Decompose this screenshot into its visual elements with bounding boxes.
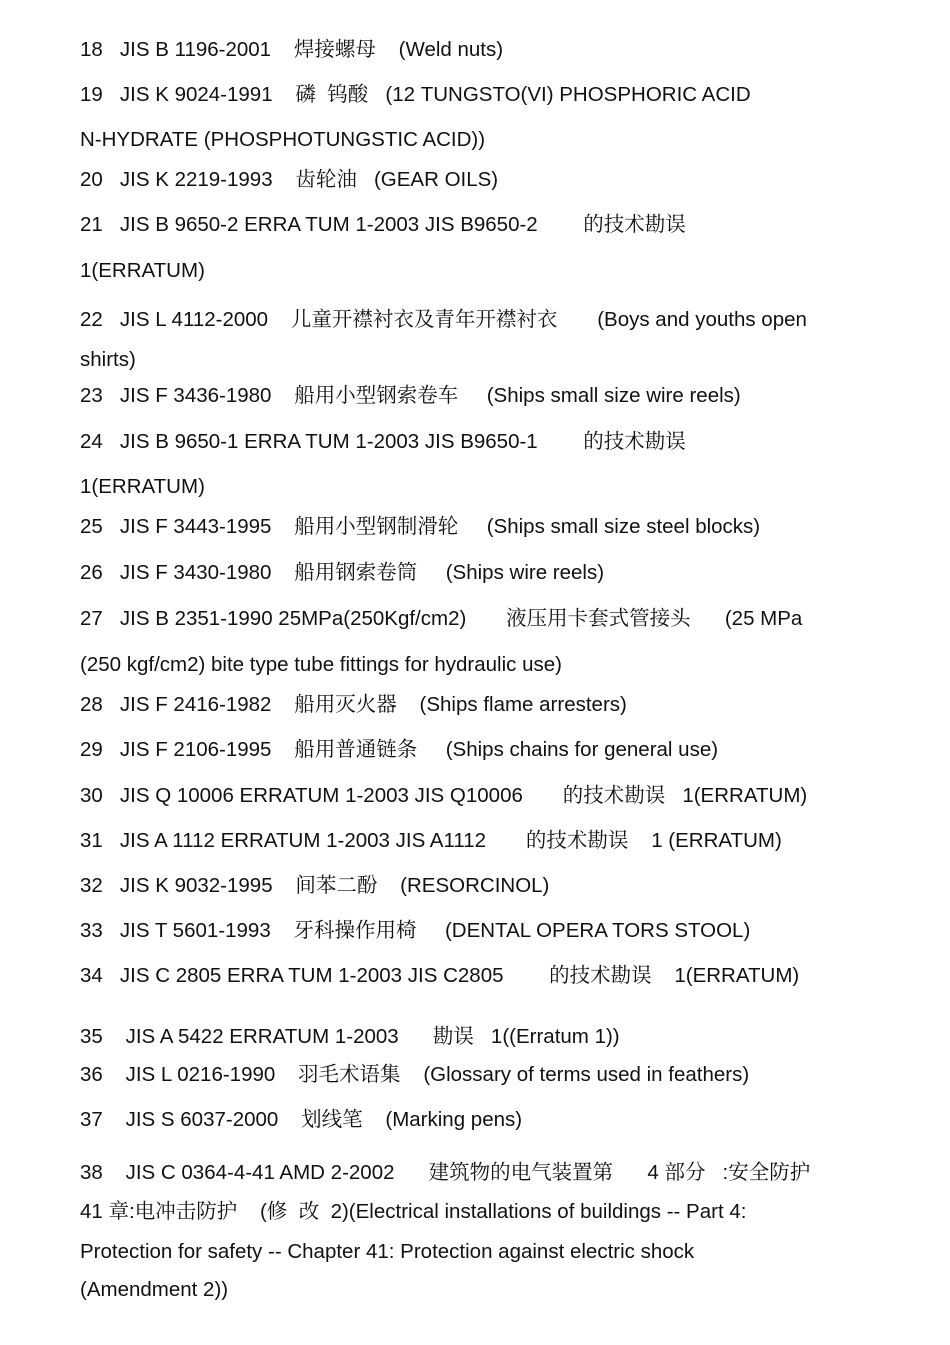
entry-27-cont: (250 kgf/cm2) bite type tube fittings for hydraulic use): [80, 653, 562, 676]
entry-22: 22 JIS L 4112-2000 儿童开襟衬衣及青年开襟衬衣 (Boys and youths open: [80, 308, 807, 331]
entry-28: 28 JIS F 2416-1982 船用灭火器 (Ships flame arresters): [80, 693, 627, 716]
entry-32: 32 JIS K 9032-1995 间苯二酚 (RESORCINOL): [80, 874, 550, 897]
entry-18: 18 JIS B 1196-2001 焊接螺母 (Weld nuts): [80, 38, 504, 61]
entry-22-cont: shirts): [80, 348, 136, 371]
entry-29: 29 JIS F 2106-1995 船用普通链条 (Ships chains for general use): [80, 738, 719, 761]
entry-34: 34 JIS C 2805 ERRA TUM 1-2003 JIS C2805 的技术勘误 1(ERRATUM): [80, 964, 800, 987]
entry-26: 26 JIS F 3430-1980 船用钢索卷筒 (Ships wire reels): [80, 561, 605, 584]
entry-24: 24 JIS B 9650-1 ERRA TUM 1-2003 JIS B9650-1 的技术勘误: [80, 430, 686, 453]
entry-31: 31 JIS A 1112 ERRATUM 1-2003 JIS A1112 的技术勘误 1 (ERRATUM): [80, 829, 782, 852]
entry-38-cont-1: 41 章:电冲击防护 (修 改 2)(Electrical installations of buildings -- Part 4:: [80, 1200, 747, 1223]
entry-20: 20 JIS K 2219-1993 齿轮油 (GEAR OILS): [80, 168, 499, 191]
entry-21-cont: 1(ERRATUM): [80, 259, 205, 282]
entry-33: 33 JIS T 5601-1993 牙科操作用椅 (DENTAL OPERA TORS STOOL): [80, 919, 751, 942]
entry-38-cont-2: Protection for safety -- Chapter 41: Protection against electric shock: [80, 1240, 695, 1263]
entry-38-cont-3: (Amendment 2)): [80, 1278, 229, 1301]
entry-19: 19 JIS K 9024-1991 磷 钨酸 (12 TUNGSTO(VI) PHOSPHORIC ACID: [80, 83, 751, 106]
entry-30: 30 JIS Q 10006 ERRATUM 1-2003 JIS Q10006 的技术勘误 1(ERRATUM): [80, 784, 808, 807]
entry-36: 36 JIS L 0216-1990 羽毛术语集 (Glossary of terms used in feathers): [80, 1063, 750, 1086]
entry-19-cont: N-HYDRATE (PHOSPHOTUNGSTIC ACID)): [80, 128, 486, 151]
entry-21: 21 JIS B 9650-2 ERRA TUM 1-2003 JIS B9650-2 的技术勘误: [80, 213, 686, 236]
entry-27: 27 JIS B 2351-1990 25MPa(250Kgf/cm2) 液压用卡套式管接头 (25 MPa: [80, 607, 803, 630]
entry-23: 23 JIS F 3436-1980 船用小型钢索卷车 (Ships small size wire reels): [80, 384, 741, 407]
entry-25: 25 JIS F 3443-1995 船用小型钢制滑轮 (Ships small size steel blocks): [80, 515, 761, 538]
entry-35: 35 JIS A 5422 ERRATUM 1-2003 勘误 1((Erratum 1)): [80, 1025, 620, 1048]
entry-24-cont: 1(ERRATUM): [80, 475, 205, 498]
entry-38: 38 JIS C 0364-4-41 AMD 2-2002 建筑物的电气装置第 4 部分 :安全防护: [80, 1161, 811, 1184]
entry-37: 37 JIS S 6037-2000 划线笔 (Marking pens): [80, 1108, 523, 1131]
